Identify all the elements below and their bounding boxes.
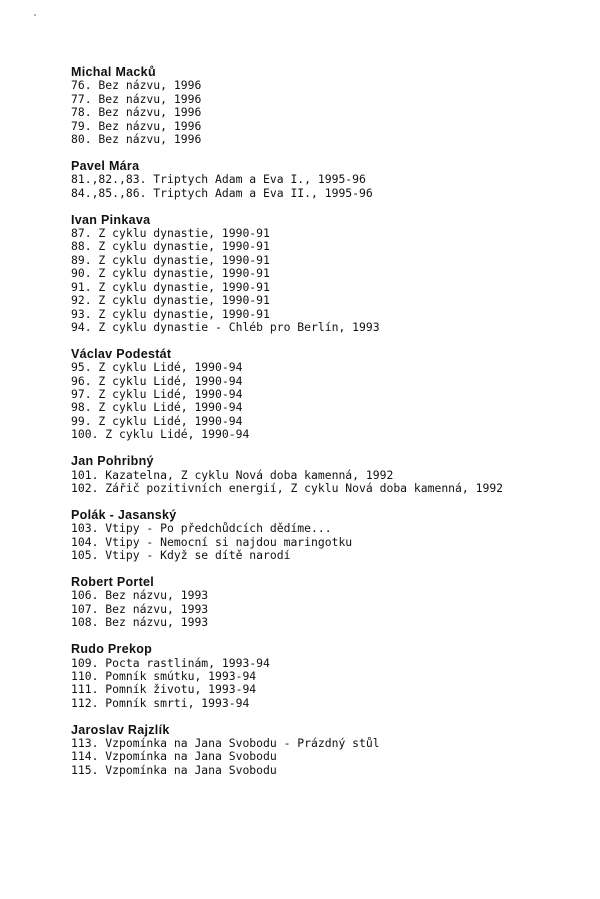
artist-section [71, 576, 591, 630]
work-entry: 114. Vzpomínka na Jana Svobodu [71, 749, 277, 764]
artist-name: Jaroslav Rajzlík [71, 722, 170, 737]
work-entry: 103. Vtipy - Po předchůdcích dědíme... [71, 521, 332, 536]
work-entry: 107. Bez názvu, 1993 [71, 601, 209, 616]
artist-name: Jan Pohribný [71, 454, 154, 469]
artist-name: Polák - Jasanský [71, 507, 177, 522]
work-entry: 77. Bez názvu, 1996 [71, 91, 202, 106]
work-entry: 111. Pomník životu, 1993-94 [71, 682, 257, 697]
work-entry: 87. Z cyklu dynastie, 1990-91 [71, 226, 270, 241]
work-entry: 110. Pomník smútku, 1993-94 [71, 668, 257, 683]
work-entry: 99. Z cyklu Lidé, 1990-94 [71, 413, 243, 428]
work-entry: 79. Bez názvu, 1996 [71, 118, 202, 133]
work-entry: 94. Z cyklu dynastie - Chléb pro Berlín, 1993 [71, 319, 380, 334]
work-entry: 113. Vzpomínka na Jana Svobodu - Prázdný stůl [71, 736, 380, 751]
work-entry: 109. Pocta rastlinám, 1993-94 [71, 655, 270, 670]
work-entry: 88. Z cyklu dynastie, 1990-91 [71, 239, 270, 254]
work-entry: 81.,82.,83. Triptych Adam a Eva I., 1995-96 [71, 172, 366, 187]
artist-section [71, 724, 591, 778]
work-entry: 96. Z cyklu Lidé, 1990-94 [71, 373, 243, 388]
artist-section [71, 348, 591, 442]
artist-name: Robert Portel [71, 575, 155, 589]
artist-name: Rudo Prekop [71, 642, 153, 657]
work-entry: 80. Bez názvu, 1996 [71, 132, 202, 147]
work-entry: 108. Bez názvu, 1993 [71, 615, 209, 630]
artist-section [71, 214, 591, 335]
artist-section [71, 509, 591, 563]
work-entry: 93. Z cyklu dynastie, 1990-91 [71, 306, 270, 321]
artist-name: Pavel Mára [71, 158, 140, 173]
scan-speck [34, 14, 36, 16]
work-entry: 104. Vtipy - Nemocní si najdou maringotku [71, 534, 353, 549]
artist-name: Václav Podestát [71, 346, 172, 361]
artist-section [71, 66, 591, 146]
work-entry: 84.,85.,86. Triptych Adam a Eva II., 1995-96 [71, 185, 373, 200]
catalogue-listing [71, 66, 591, 791]
artist-section [71, 455, 591, 495]
work-entry: 112. Pomník smrti, 1993-94 [71, 695, 250, 710]
work-entry: 91. Z cyklu dynastie, 1990-91 [71, 279, 270, 294]
artist-section [71, 160, 591, 200]
work-entry: 95. Z cyklu Lidé, 1990-94 [71, 360, 243, 375]
work-entry: 89. Z cyklu dynastie, 1990-91 [71, 252, 270, 267]
work-entry: 97. Z cyklu Lidé, 1990-94 [71, 387, 243, 402]
work-entry: 101. Kazatelna, Z cyklu Nová doba kamenná, 1992 [71, 467, 394, 482]
work-entry: 100. Z cyklu Lidé, 1990-94 [71, 427, 250, 442]
work-entry: 78. Bez názvu, 1996 [71, 105, 202, 120]
work-entry: 105. Vtipy - Když se dítě narodí [71, 548, 291, 563]
work-entry: 98. Z cyklu Lidé, 1990-94 [71, 400, 243, 415]
artist-name: Michal Macků [71, 65, 156, 79]
work-entry: 115. Vzpomínka na Jana Svobodu [71, 762, 277, 777]
artist-section [71, 643, 591, 710]
work-entry: 92. Z cyklu dynastie, 1990-91 [71, 293, 270, 308]
work-entry: 90. Z cyklu dynastie, 1990-91 [71, 266, 270, 281]
work-entry: 106. Bez názvu, 1993 [71, 588, 209, 603]
work-entry: 76. Bez názvu, 1996 [71, 78, 202, 93]
artist-name: Ivan Pinkava [71, 212, 151, 227]
work-entry: 102. Zářič pozitivních energií, Z cyklu Nová doba kamenná, 1992 [71, 480, 504, 495]
